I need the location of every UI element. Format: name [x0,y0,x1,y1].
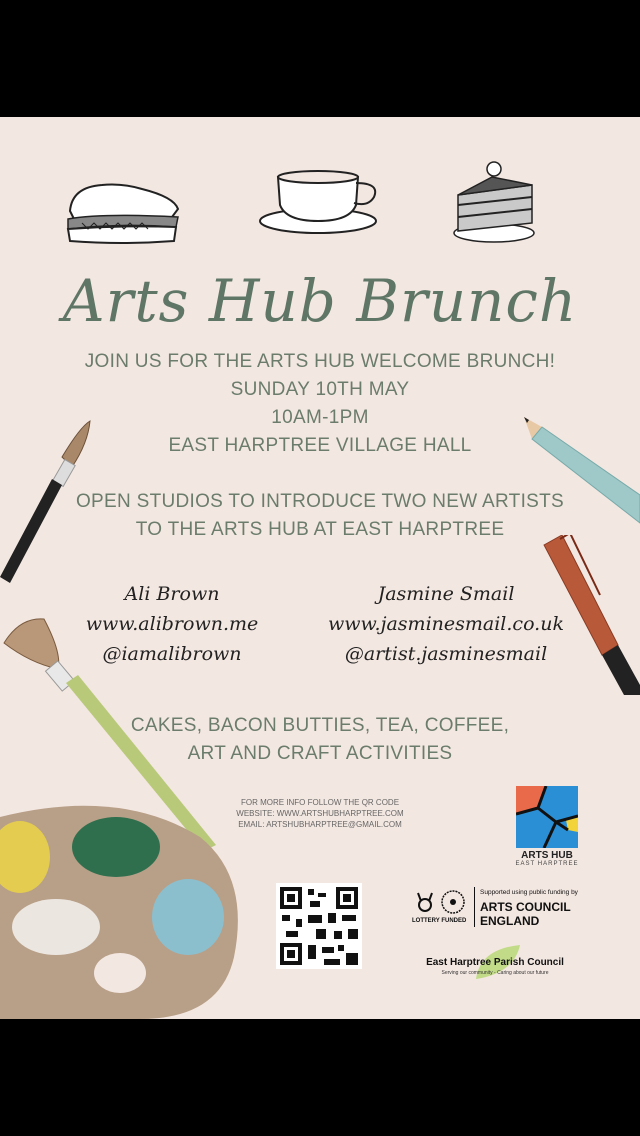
paintbrush-icon [0,417,100,587]
paint-palette-icon [0,797,250,1019]
artist-handle: @iamalibrown [102,643,242,665]
ace-name-line: ARTS COUNCIL [480,900,571,914]
ace-name-line: ENGLAND [480,914,540,928]
qr-code[interactable] [276,883,362,969]
email-line[interactable]: EMAIL: ARTSHUBHARPTREE@GMAIL.COM [238,820,402,829]
arts-hub-logo [516,786,578,848]
intro-line: JOIN US FOR THE ARTS HUB WELCOME BRUNCH! [84,351,556,372]
sandwich-icon [62,179,184,249]
tea-cup-icon [256,169,384,239]
artist-name: Ali Brown [124,583,220,605]
lottery-fingers-icon [414,891,436,913]
poster [0,117,640,1019]
food-line: CAKES, BACON BUTTIES, TEA, COFFEE, [130,715,510,736]
artist-website: www.alibrown.me [85,613,259,635]
arts-council-seal-icon [440,889,466,915]
artist-handle: @artist.jasminesmail [344,643,548,665]
arts-hub-logo-mark [516,786,578,848]
parish-council-name: East Harptree Parish Council [426,957,564,968]
artist-name: Jasmine Smail [377,583,515,605]
studios-line: OPEN STUDIOS TO INTRODUCE TWO NEW ARTISTS [75,491,565,512]
studios-line: TO THE ARTS HUB AT EAST HARPTREE [135,519,505,540]
info-line: FOR MORE INFO FOLLOW THE QR CODE [240,798,400,807]
ace-supported-text: Supported using public funding by [480,889,578,896]
poster-title: Arts Hub Brunch [62,267,578,335]
website-line[interactable]: WEBSITE: WWW.ARTSHUBHARPTREE.COM [236,809,404,818]
arts-hub-logo-subtext: EAST HARPTREE [515,861,579,867]
food-line: ART AND CRAFT ACTIVITIES [187,743,453,764]
cake-slice-icon [452,157,538,247]
arts-hub-logo-text: ARTS HUB [521,850,573,861]
pencil-icon [520,415,640,535]
lottery-funded-text: LOTTERY FUNDED [412,918,467,924]
logo-divider [474,887,475,927]
parish-council-tagline: Serving our community - Caring about our future [441,970,549,976]
artist-website: www.jasminesmail.co.uk [328,613,564,635]
pen-icon [540,535,640,695]
event-date: SUNDAY 10TH MAY [230,379,410,400]
event-venue: EAST HARPTREE VILLAGE HALL [168,435,472,456]
event-time: 10AM-1PM [271,407,369,428]
